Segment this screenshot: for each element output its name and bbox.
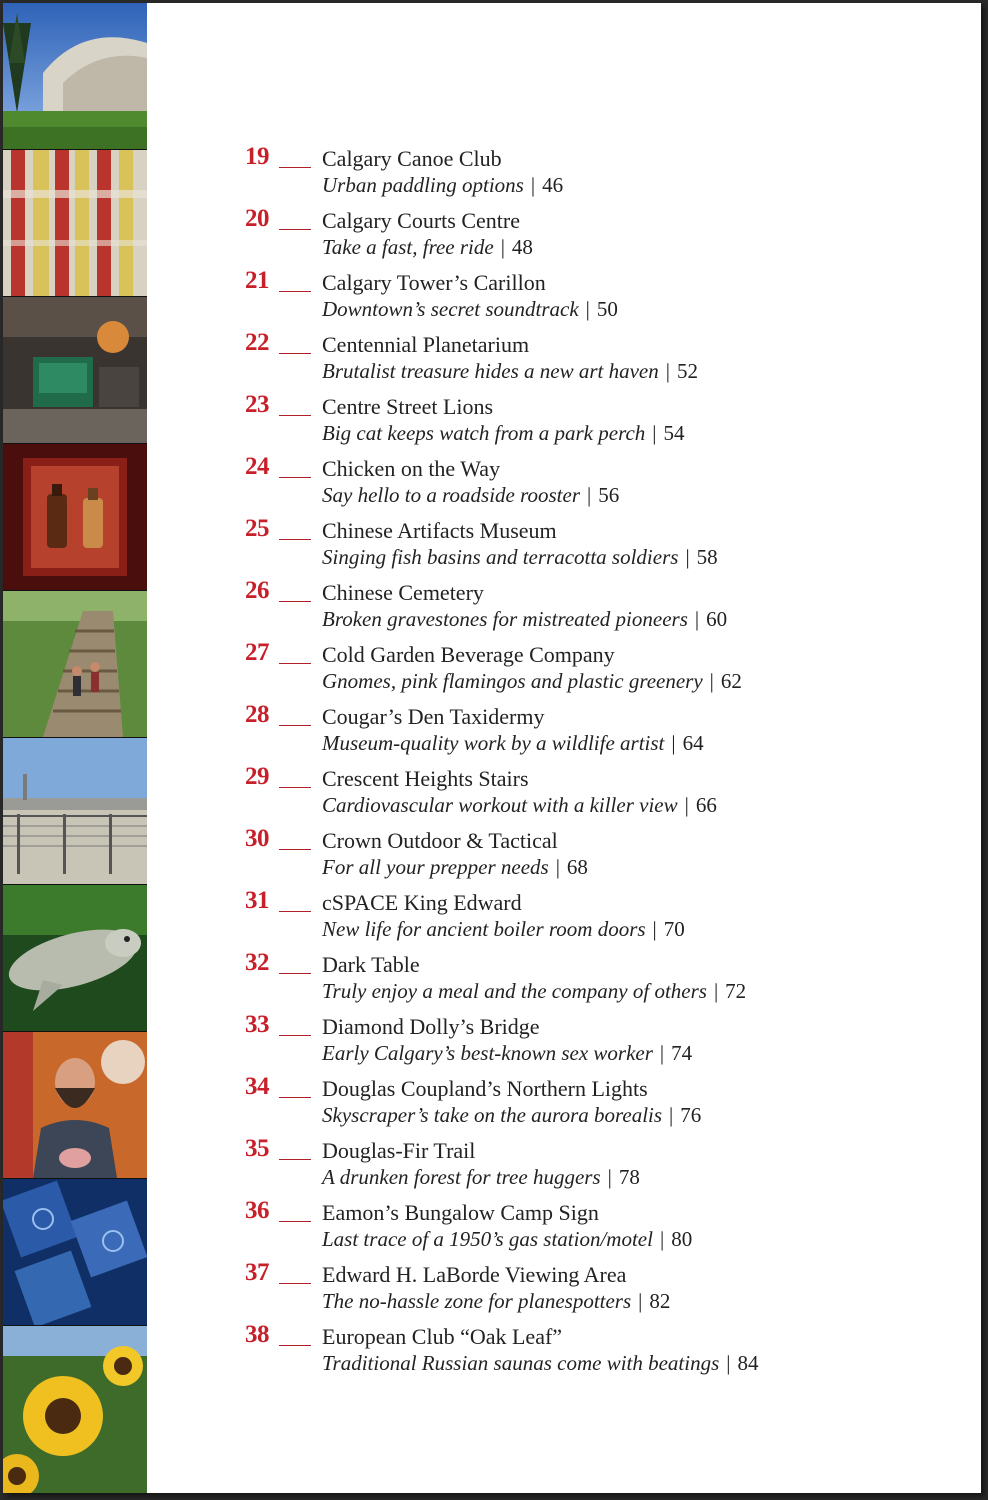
entry-subtitle	[322, 1165, 640, 1190]
entry-subtitle	[322, 607, 727, 632]
separator: |	[684, 793, 689, 817]
painted-wall-photo	[3, 150, 147, 297]
entry-number: 23	[245, 391, 269, 418]
separator: |	[694, 607, 700, 631]
entry-description: Downtown’s secret soundtrack	[322, 297, 579, 321]
entry-number: 22	[245, 329, 269, 356]
entry-title: Calgary Courts Centre	[322, 208, 520, 233]
entry-subtitle	[322, 359, 698, 384]
leader-rule	[279, 601, 311, 602]
toc-entry[interactable]	[245, 1009, 965, 1071]
toc-entry[interactable]	[245, 265, 965, 327]
bearded-man-photo	[3, 1032, 147, 1179]
entry-description: A drunken forest for tree huggers	[322, 1165, 601, 1189]
entry-subtitle	[322, 1227, 692, 1252]
airport-fence-photo	[3, 738, 147, 885]
toc-entry[interactable]	[245, 1257, 965, 1319]
page-number: 52	[676, 359, 698, 383]
toc-entry[interactable]	[245, 141, 965, 203]
leader-rule	[279, 849, 311, 850]
toc-entry[interactable]	[245, 1319, 965, 1381]
entry-subtitle	[322, 855, 588, 880]
leader-rule	[279, 167, 311, 168]
page-number: 58	[696, 545, 718, 569]
leader-rule	[279, 1221, 311, 1222]
entry-description: Museum-quality work by a wildlife artist	[322, 731, 665, 755]
brewery-interior-photo	[3, 297, 147, 444]
entry-subtitle	[322, 731, 704, 756]
entry-description: The no-hassle zone for planespotters	[322, 1289, 632, 1313]
fish-photo	[3, 885, 147, 1032]
page-number: 60	[706, 607, 728, 631]
entry-title: Crown Outdoor & Tactical	[322, 828, 558, 853]
toc-entry[interactable]	[245, 699, 965, 761]
entry-subtitle	[322, 297, 618, 322]
leader-rule	[279, 787, 311, 788]
page-number: 66	[695, 793, 717, 817]
park-stairs-photo	[3, 591, 147, 738]
separator: |	[500, 235, 505, 259]
separator: |	[685, 545, 690, 569]
separator: |	[638, 1289, 643, 1313]
blue-glass-panels-photo	[3, 1179, 147, 1326]
entry-subtitle	[322, 173, 563, 198]
leader-rule	[279, 539, 311, 540]
entry-number: 24	[245, 453, 269, 480]
toc-entry[interactable]	[245, 1133, 965, 1195]
entry-description: Big cat keeps watch from a park perch	[322, 421, 646, 445]
entry-number: 19	[245, 143, 269, 170]
photo-strip	[3, 3, 147, 1493]
entry-title: Douglas-Fir Trail	[322, 1138, 476, 1163]
sunflowers-photo	[3, 1326, 147, 1493]
separator: |	[713, 979, 719, 1003]
toc-entry[interactable]	[245, 203, 965, 265]
separator: |	[709, 669, 714, 693]
toc-entry[interactable]	[245, 761, 965, 823]
toc-entry[interactable]	[245, 575, 965, 637]
entry-subtitle	[322, 979, 746, 1004]
entry-subtitle	[322, 1351, 759, 1376]
entry-title: Cougar’s Den Taxidermy	[322, 704, 545, 729]
entry-title: Eamon’s Bungalow Camp Sign	[322, 1200, 599, 1225]
leader-rule	[279, 477, 311, 478]
page-number: 62	[720, 669, 742, 693]
separator: |	[652, 917, 657, 941]
entry-title: Douglas Coupland’s Northern Lights	[322, 1076, 648, 1101]
entry-description: Gnomes, pink flamingos and plastic greenery	[322, 669, 703, 693]
leader-rule	[279, 1283, 311, 1284]
planetarium-dome-photo	[3, 3, 147, 150]
entry-subtitle	[322, 1103, 701, 1128]
entry-description: Brutalist treasure hides a new art haven	[322, 359, 659, 383]
entry-number: 32	[245, 949, 269, 976]
entry-description: Skyscraper’s take on the aurora borealis	[322, 1103, 663, 1127]
page-number: 78	[618, 1165, 640, 1189]
page-number: 54	[663, 421, 685, 445]
separator: |	[671, 731, 676, 755]
entry-description: Say hello to a roadside rooster	[322, 483, 581, 507]
page-number: 68	[566, 855, 588, 879]
entry-subtitle	[322, 669, 742, 694]
leader-rule	[279, 911, 311, 912]
entry-title: Cold Garden Beverage Company	[322, 642, 615, 667]
entry-number: 27	[245, 639, 269, 666]
entry-description: Truly enjoy a meal and the company of others	[322, 979, 707, 1003]
entry-subtitle	[322, 1289, 670, 1314]
entry-subtitle	[322, 1041, 692, 1066]
separator: |	[585, 297, 590, 321]
separator: |	[607, 1165, 612, 1189]
page-number: 80	[671, 1227, 693, 1251]
entry-description: Urban paddling options	[322, 173, 524, 197]
leader-rule	[279, 725, 311, 726]
separator: |	[669, 1103, 674, 1127]
page-number: 74	[671, 1041, 693, 1065]
toc-entry[interactable]	[245, 637, 965, 699]
book-page	[3, 3, 981, 1493]
toc-entry[interactable]	[245, 513, 965, 575]
page-number: 70	[663, 917, 685, 941]
entry-title: Chicken on the Way	[322, 456, 501, 481]
leader-rule	[279, 229, 311, 230]
entry-number: 36	[245, 1197, 269, 1224]
page-number: 64	[682, 731, 704, 755]
separator: |	[555, 855, 560, 879]
toc-entry[interactable]	[245, 1195, 965, 1257]
entry-title: Calgary Tower’s Carillon	[322, 270, 546, 295]
entry-title: cSPACE King Edward	[322, 890, 522, 915]
leader-rule	[279, 1097, 311, 1098]
entry-subtitle	[322, 917, 685, 942]
entry-title: Centennial Planetarium	[322, 332, 530, 357]
separator: |	[652, 421, 657, 445]
toc-entry[interactable]	[245, 823, 965, 885]
leader-rule	[279, 973, 311, 974]
museum-bottles-photo	[3, 444, 147, 591]
separator: |	[659, 1041, 665, 1065]
entry-number: 20	[245, 205, 269, 232]
entry-number: 28	[245, 701, 269, 728]
entry-description: Cardiovascular workout with a killer view	[322, 793, 678, 817]
entry-title: European Club “Oak Leaf”	[322, 1324, 563, 1349]
entry-number: 35	[245, 1135, 269, 1162]
leader-rule	[279, 291, 311, 292]
entry-number: 30	[245, 825, 269, 852]
page-number: 46	[542, 173, 564, 197]
entry-subtitle	[322, 545, 718, 570]
entry-description: Last trace of a 1950’s gas station/motel	[322, 1227, 653, 1251]
separator: |	[659, 1227, 665, 1251]
entry-number: 26	[245, 577, 269, 604]
entry-title: Calgary Canoe Club	[322, 146, 502, 171]
separator: |	[665, 359, 670, 383]
toc-entry[interactable]	[245, 327, 965, 389]
entry-description: Traditional Russian saunas come with beatings	[322, 1351, 720, 1375]
entry-subtitle	[322, 793, 717, 818]
entry-subtitle	[322, 421, 685, 446]
page-number: 50	[596, 297, 618, 321]
entry-description: Singing fish basins and terracotta soldiers	[322, 545, 679, 569]
entry-number: 25	[245, 515, 269, 542]
page-number: 56	[598, 483, 620, 507]
entry-title: Diamond Dolly’s Bridge	[322, 1014, 540, 1039]
page-number: 72	[725, 979, 747, 1003]
page-number: 76	[680, 1103, 702, 1127]
page-number: 82	[649, 1289, 671, 1313]
entry-number: 29	[245, 763, 269, 790]
entry-title: Centre Street Lions	[322, 394, 494, 419]
toc-entry[interactable]	[245, 1071, 965, 1133]
entry-description: Early Calgary’s best-known sex worker	[322, 1041, 653, 1065]
entry-number: 33	[245, 1011, 269, 1038]
entry-number: 21	[245, 267, 269, 294]
leader-rule	[279, 353, 311, 354]
separator: |	[587, 483, 592, 507]
leader-rule	[279, 415, 311, 416]
entry-title: Crescent Heights Stairs	[322, 766, 529, 791]
entry-description: For all your prepper needs	[322, 855, 549, 879]
toc-entry[interactable]	[245, 947, 965, 1009]
entry-number: 37	[245, 1259, 269, 1286]
page-number: 84	[737, 1351, 759, 1375]
toc-entry[interactable]	[245, 451, 965, 513]
entry-title: Chinese Artifacts Museum	[322, 518, 557, 543]
leader-rule	[279, 663, 311, 664]
leader-rule	[279, 1159, 311, 1160]
entry-number: 31	[245, 887, 269, 914]
entry-description: Take a fast, free ride	[322, 235, 494, 259]
entry-subtitle	[322, 483, 619, 508]
entry-description: New life for ancient boiler room doors	[322, 917, 646, 941]
toc-entry[interactable]	[245, 389, 965, 451]
entry-title: Chinese Cemetery	[322, 580, 484, 605]
leader-rule	[279, 1035, 311, 1036]
toc-entry[interactable]	[245, 885, 965, 947]
entry-number: 34	[245, 1073, 269, 1100]
separator: |	[530, 173, 536, 197]
separator: |	[726, 1351, 731, 1375]
leader-rule	[279, 1345, 311, 1346]
entry-title: Edward H. LaBorde Viewing Area	[322, 1262, 627, 1287]
page-number: 48	[511, 235, 533, 259]
entry-title: Dark Table	[322, 952, 420, 977]
entry-description: Broken gravestones for mistreated pioneers	[322, 607, 688, 631]
entry-number: 38	[245, 1321, 269, 1348]
table-of-contents	[245, 141, 965, 1381]
entry-subtitle	[322, 235, 533, 260]
